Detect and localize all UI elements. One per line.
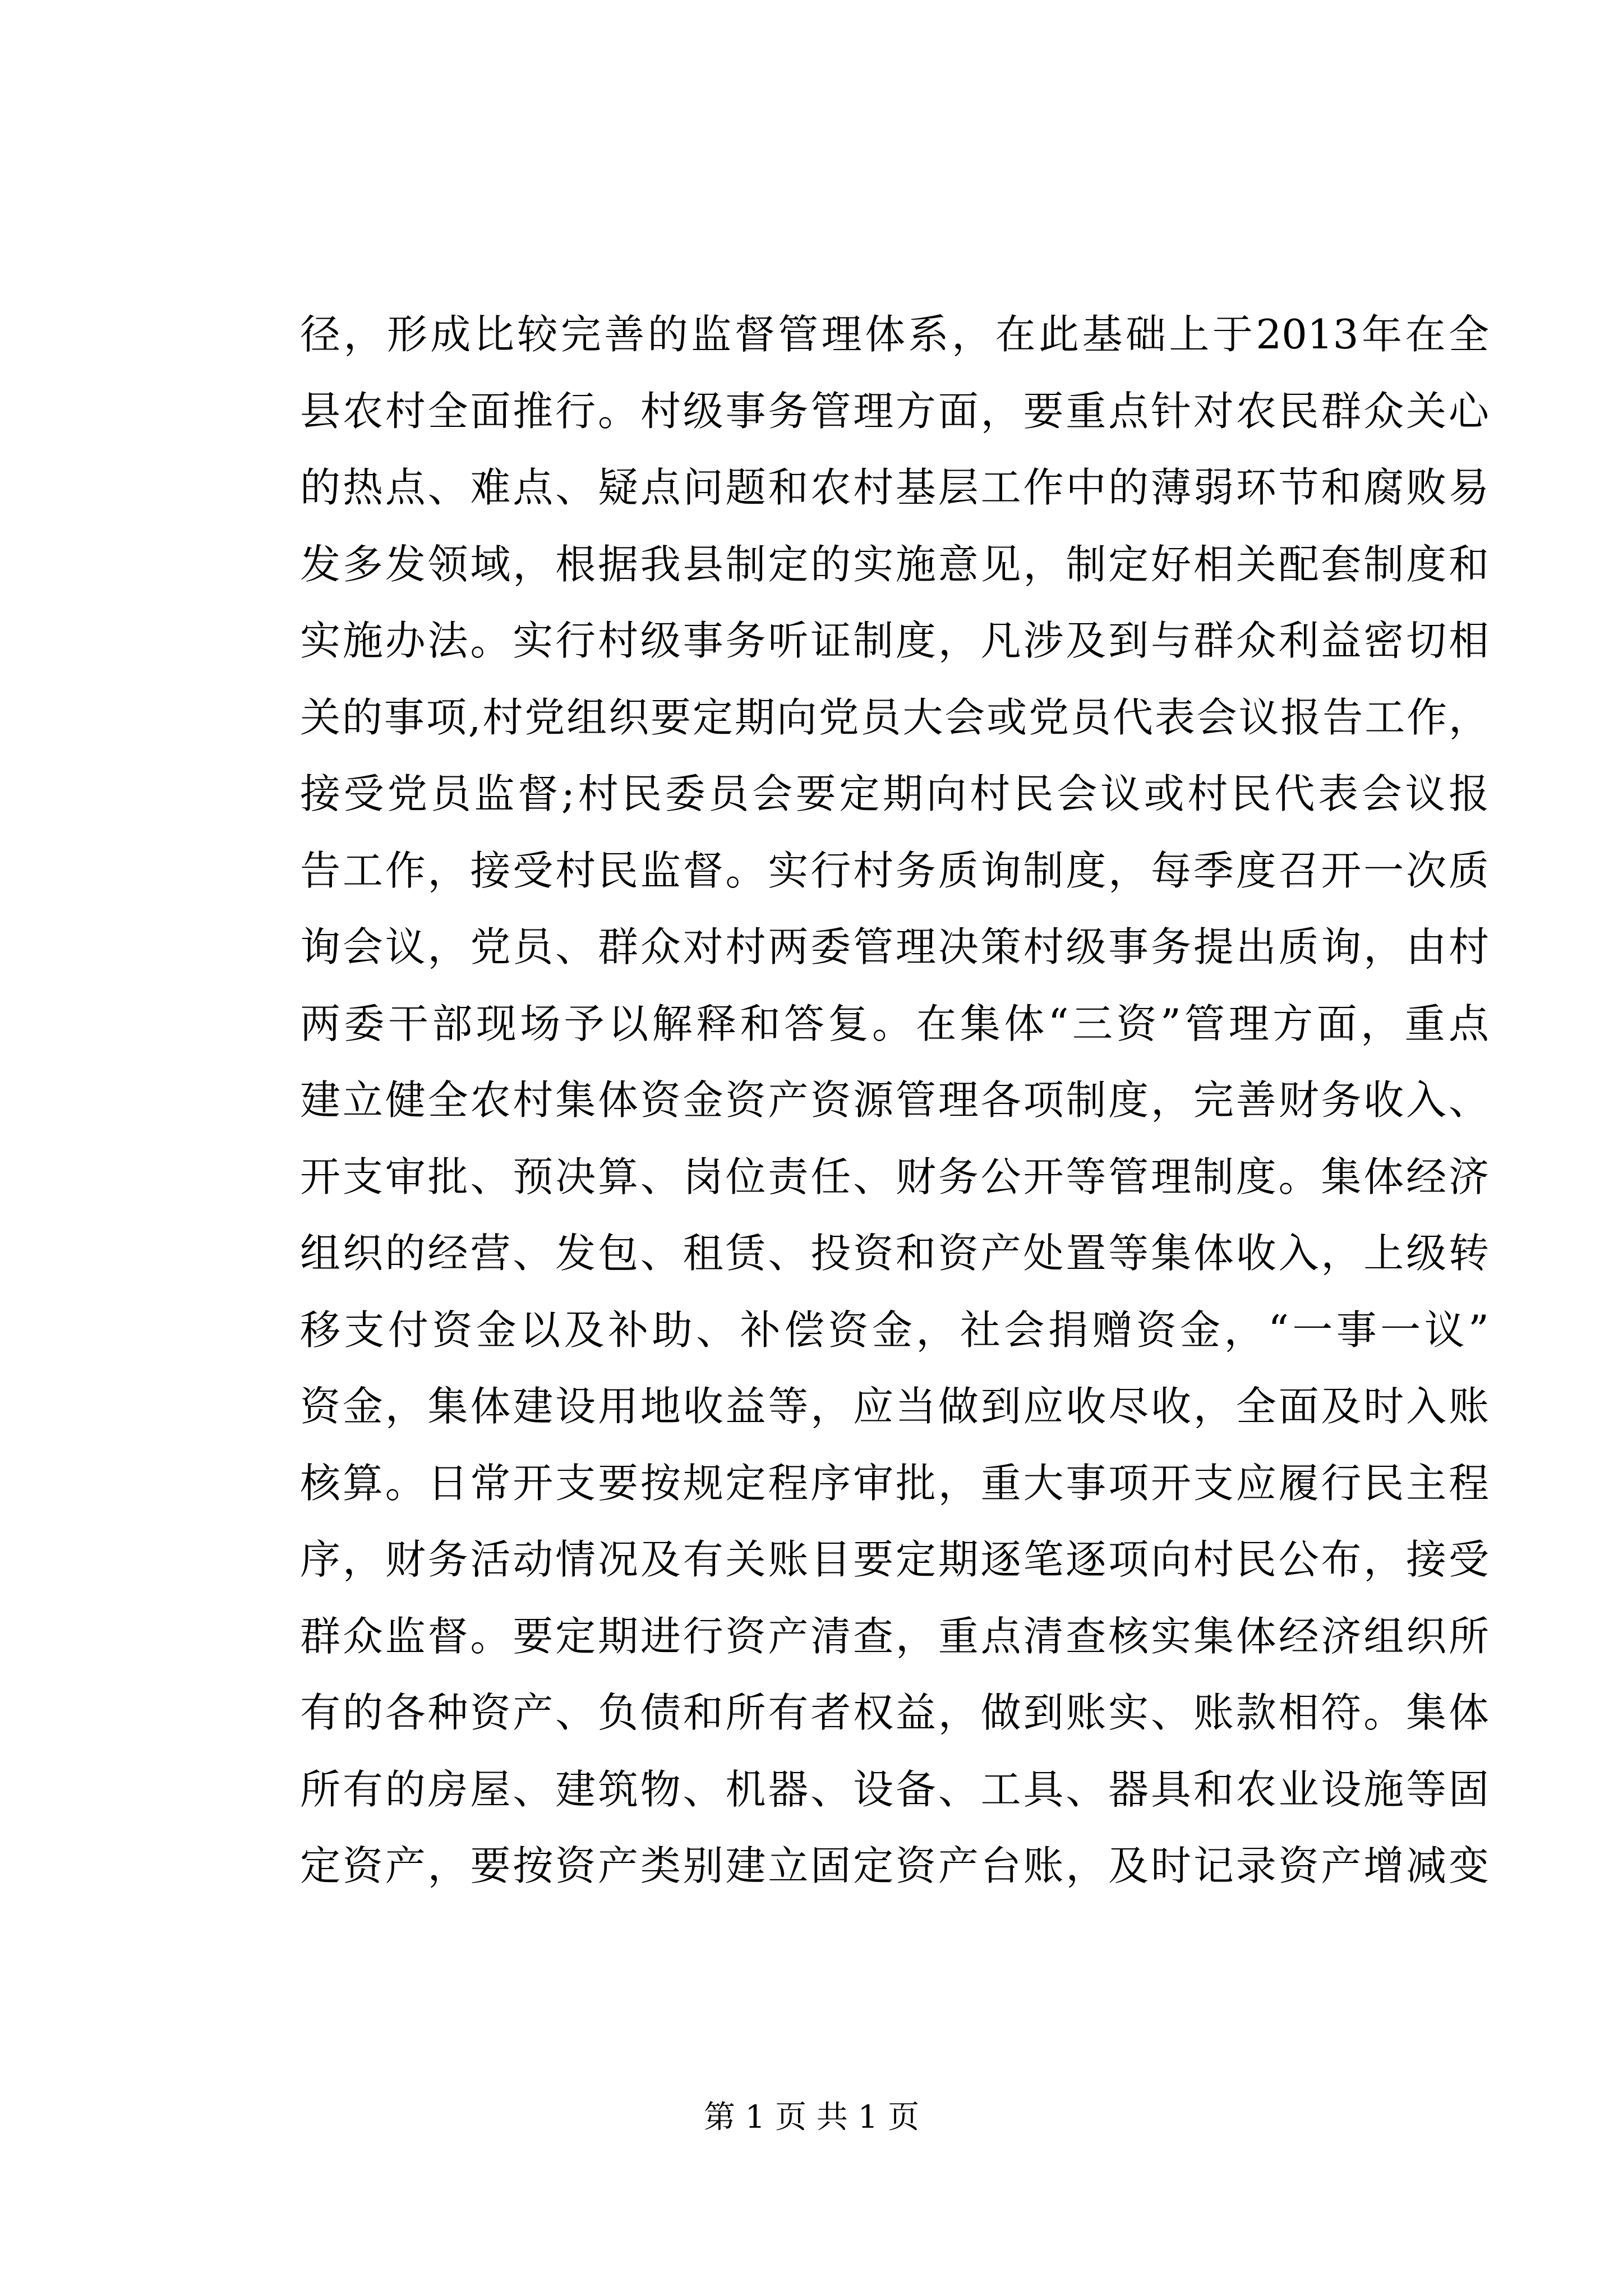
text-line: 组织的经营、发包、租赁、投资和资产处置等集体收入，上级转	[300, 1230, 1489, 1277]
text-line: 资金，集体建设用地收益等，应当做到应收尽收，全面及时入账	[300, 1383, 1489, 1430]
text-line: 接受党员监督;村民委员会要定期向村民会议或村民代表会议报	[300, 770, 1489, 817]
text-line: 有的各种资产、负债和所有者权益，做到账实、账款相符。集体	[300, 1689, 1489, 1736]
text-line: 定资产，要按资产类别建立固定资产台账，及时记录资产增减变	[300, 1842, 1489, 1889]
text-line: 核算。日常开支要按规定程序审批，重大事项开支应履行民主程	[300, 1459, 1489, 1507]
text-line: 群众监督。要定期进行资产清查，重点清查核实集体经济组织所	[300, 1612, 1489, 1660]
text-line: 的热点、难点、疑点问题和农村基层工作中的薄弱环节和腐败易	[300, 464, 1489, 511]
text-line: 关的事项,村党组织要定期向党员大会或党员代表会议报告工作，	[300, 693, 1489, 741]
text-line: 告工作，接受村民监督。实行村务质询制度，每季度召开一次质	[300, 846, 1489, 894]
text-line: 开支审批、预决算、岗位责任、财务公开等管理制度。集体经济	[300, 1153, 1489, 1200]
text-line: 县农村全面推行。村级事务管理方面，要重点针对农民群众关心	[300, 387, 1489, 435]
text-line: 建立健全农村集体资金资产资源管理各项制度，完善财务收入、	[300, 1076, 1489, 1124]
text-line: 询会议，党员、群众对村两委管理决策村级事务提出质询，由村	[300, 923, 1489, 970]
text-line: 序，财务活动情况及有关账目要定期逐笔逐项向村民公布，接受	[300, 1536, 1489, 1583]
body-text	[300, 296, 1489, 1904]
text-line: 发多发领域，根据我县制定的实施意见，制定好相关配套制度和	[300, 540, 1489, 588]
text-line: 实施办法。实行村级事务听证制度，凡涉及到与群众利益密切相	[300, 617, 1489, 664]
text-line: 径，形成比较完善的监督管理体系，在此基础上于2013年在全	[300, 311, 1489, 358]
text-line: 所有的房屋、建筑物、机器、设备、工具、器具和农业设施等固	[300, 1765, 1489, 1813]
text-line: 移支付资金以及补助、补偿资金，社会捐赠资金，“一事一议”	[300, 1306, 1489, 1354]
page-number-label: 第 1 页 共 1 页	[703, 2099, 920, 2136]
text-line: 两委干部现场予以解释和答复。在集体“三资”管理方面，重点	[300, 1000, 1489, 1047]
page-footer	[0, 2095, 1623, 2140]
